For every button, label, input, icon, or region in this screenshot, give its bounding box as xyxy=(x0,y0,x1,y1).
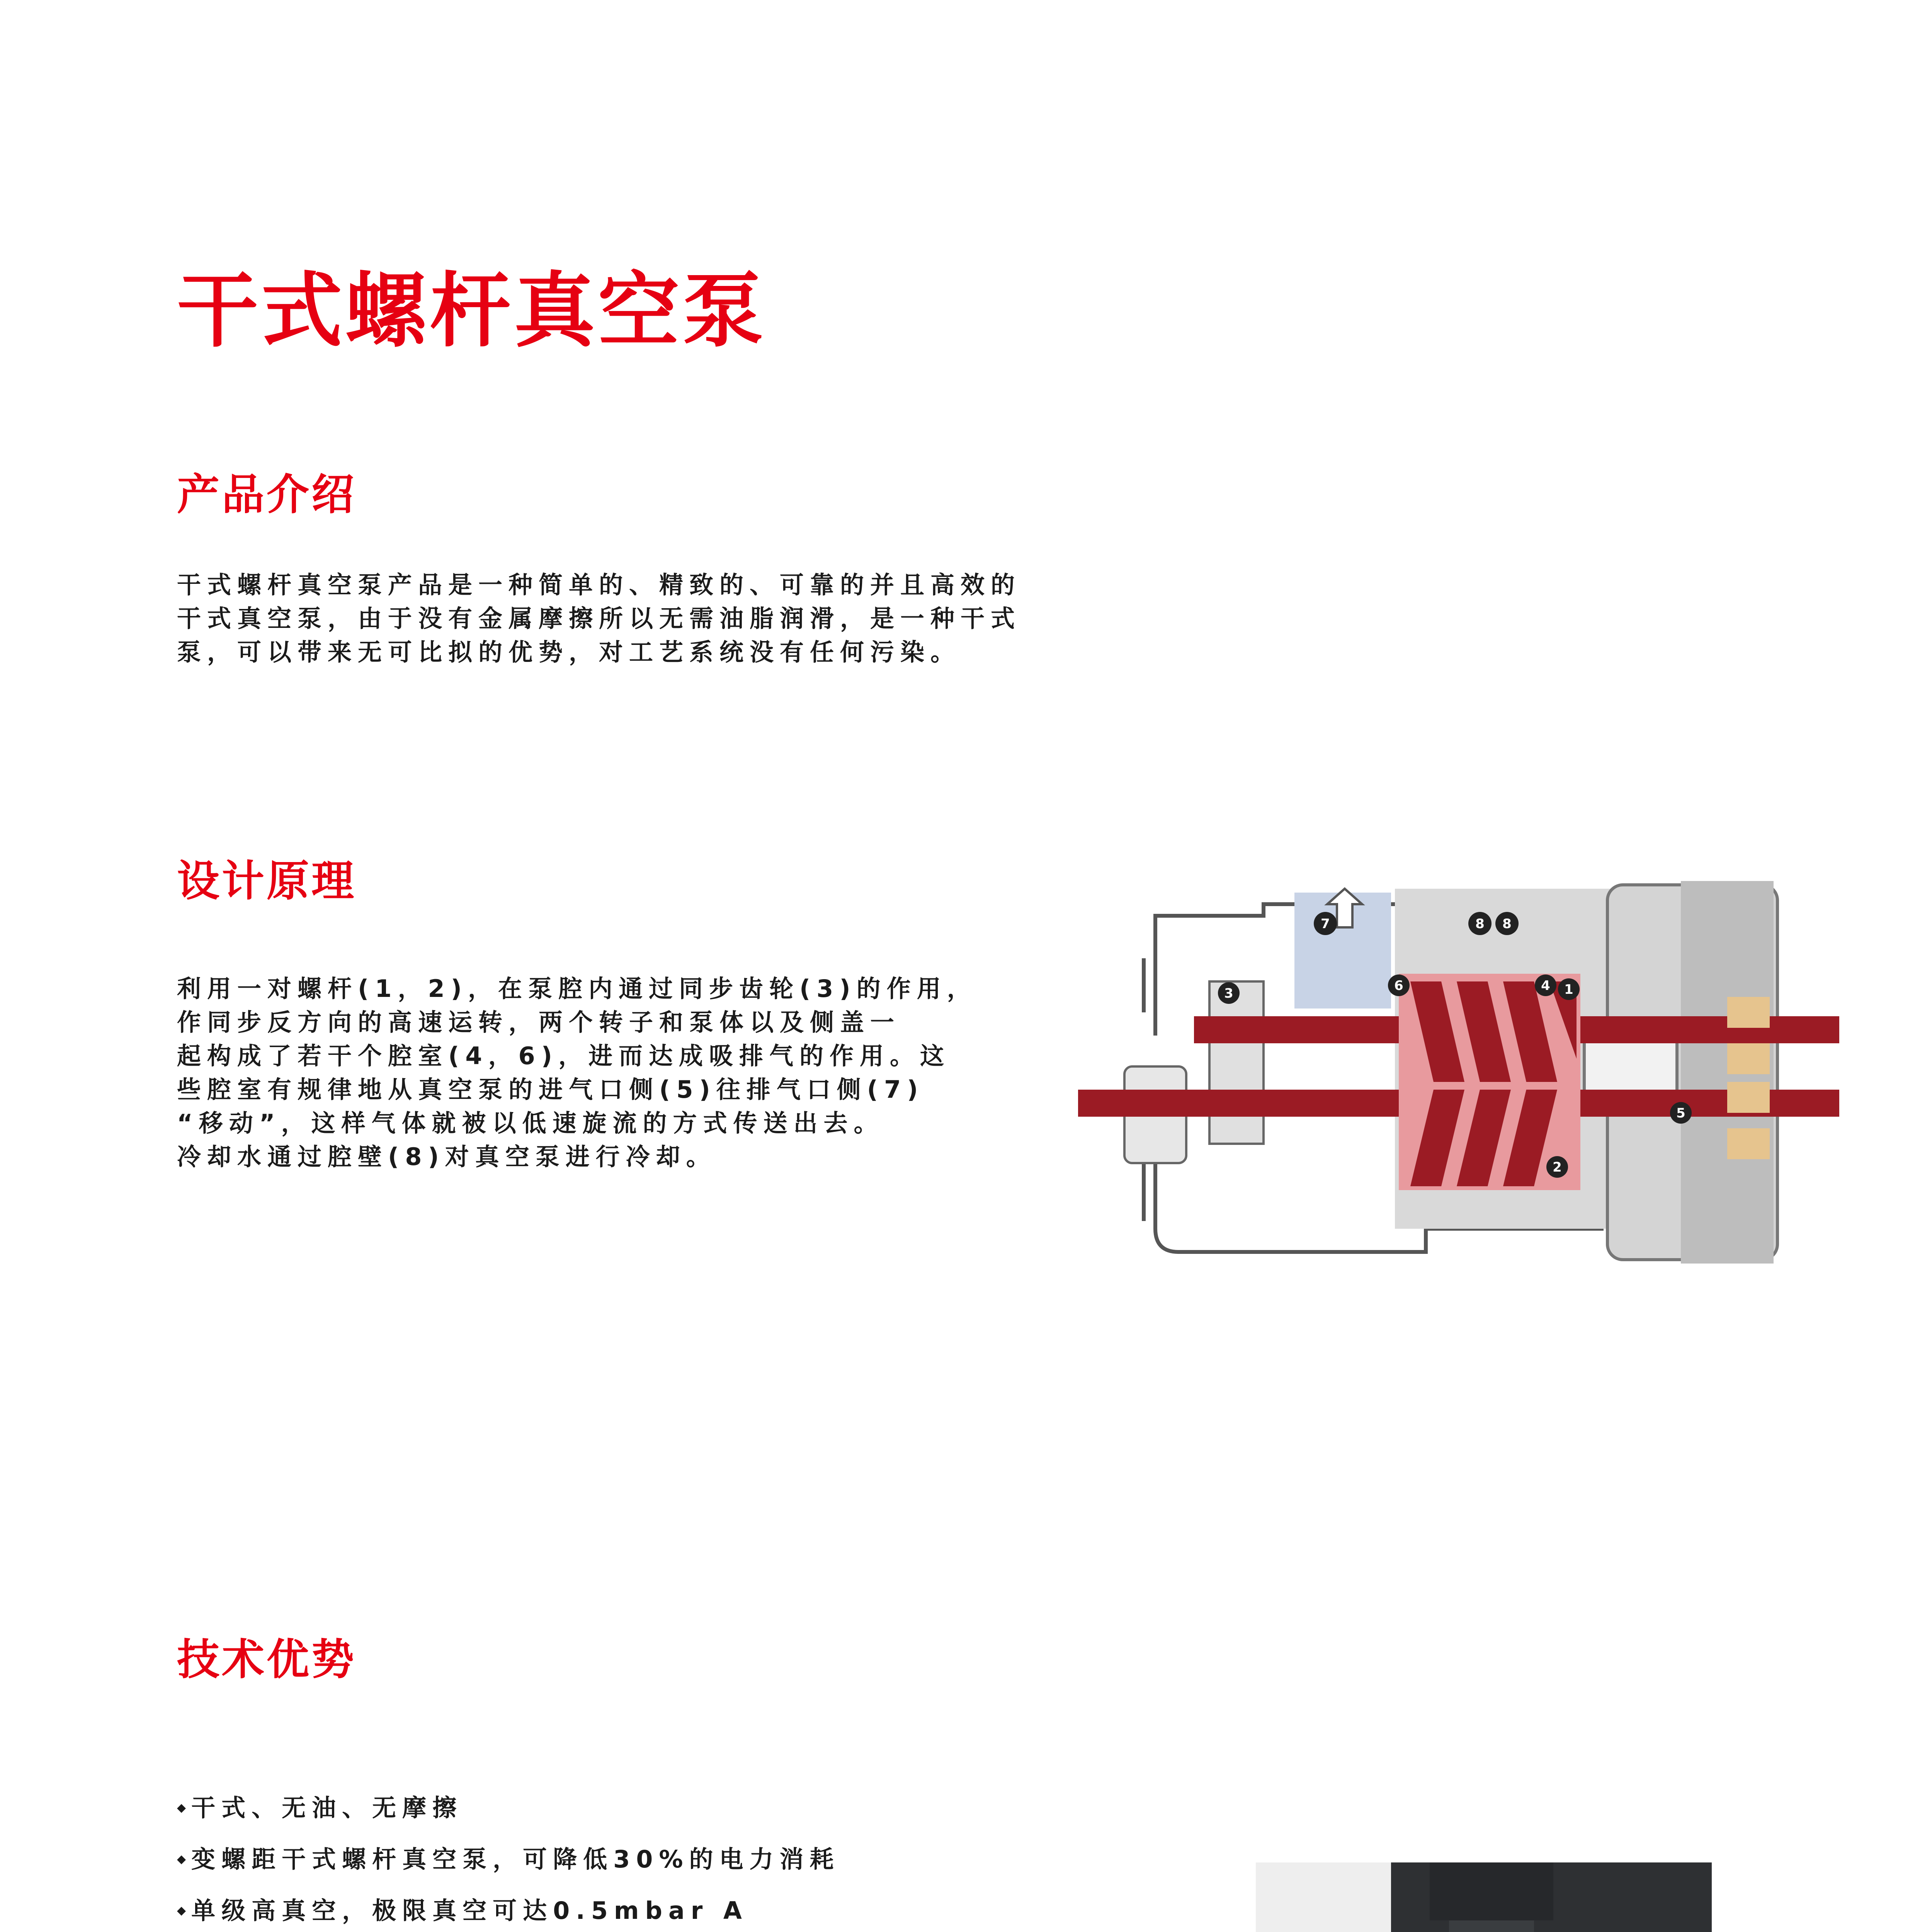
marker-label: 6 xyxy=(1394,978,1403,993)
list-item: ◆ 单级高真空，极限真空可达0.5mbar A xyxy=(177,1885,1005,1932)
marker-label: 4 xyxy=(1541,978,1550,993)
advantages-list xyxy=(177,1782,1005,1932)
gear-box xyxy=(1209,981,1264,1144)
principle-paragraph xyxy=(177,972,977,1173)
principle-line: 些腔室有规律地从真空泵的进气口侧(5)往排气口侧(7) xyxy=(177,1075,924,1104)
intro-line: 干式真空泵，由于没有金属摩擦所以无需油脂润滑，是一种干式 xyxy=(177,604,1021,633)
marker-label: 3 xyxy=(1224,986,1233,1001)
bearing xyxy=(1727,1128,1770,1159)
pump-product-image xyxy=(1256,1862,1712,1932)
bearing xyxy=(1727,1043,1770,1074)
intro-paragraph xyxy=(177,568,1021,669)
pump-cross-section-diagram xyxy=(1078,881,1839,1267)
list-item: ◆ 变螺距干式螺杆真空泵，可降低30%的电力消耗 xyxy=(177,1833,1005,1885)
principle-line: “移动”，这样气体就被以低速旋流的方式传送出去。 xyxy=(177,1109,884,1137)
marker-label: 8 xyxy=(1502,916,1512,932)
section-heading-intro: 产品介绍 xyxy=(177,470,356,519)
section-heading-principle: 设计原理 xyxy=(177,856,356,906)
section-heading-advantages: 技术优势 xyxy=(177,1635,356,1684)
principle-line: 利用一对螺杆(1，2)，在泵腔内通过同步齿轮(3)的作用， xyxy=(177,975,977,1003)
marker-label: 2 xyxy=(1553,1160,1562,1175)
bearing xyxy=(1727,997,1770,1028)
page-title: 干式螺杆真空泵 xyxy=(177,264,767,358)
marker-label: 8 xyxy=(1475,916,1485,932)
principle-line: 作同步反方向的高速运转，两个转子和泵体以及侧盖一 xyxy=(177,1008,901,1036)
marker-label: 7 xyxy=(1321,916,1330,932)
intro-line: 泵，可以带来无可比拟的优势，对工艺系统没有任何污染。 xyxy=(177,638,961,666)
principle-line: 冷却水通过腔壁(8)对真空泵进行冷却。 xyxy=(177,1143,716,1171)
marker-label: 5 xyxy=(1676,1105,1685,1121)
list-item: ◆ 干式、无油、无摩擦 xyxy=(177,1782,1005,1833)
marker-label: 1 xyxy=(1564,982,1573,997)
bearing xyxy=(1727,1082,1770,1113)
principle-line: 起构成了若干个腔室(4，6)，进而达成吸排气的作用。这 xyxy=(177,1042,950,1070)
intro-line: 干式螺杆真空泵产品是一种简单的、精致的、可靠的并且高效的 xyxy=(177,571,1021,599)
